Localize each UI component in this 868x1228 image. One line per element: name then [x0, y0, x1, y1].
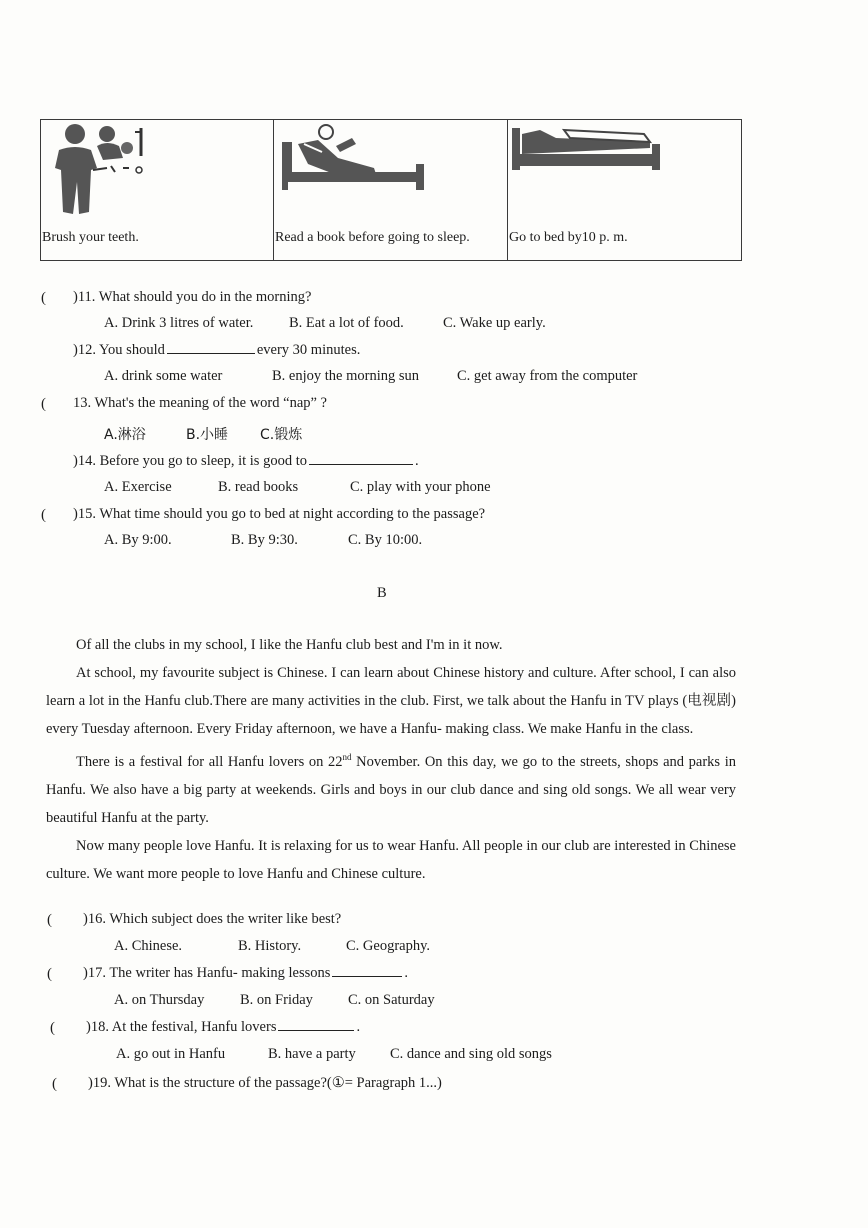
passage-b	[46, 631, 736, 888]
options-18	[116, 1046, 552, 1063]
answer-paren-19[interactable]: (	[52, 1076, 57, 1092]
caption-brush-teeth: Brush your teeth.	[42, 230, 139, 245]
options-14	[104, 479, 491, 496]
options-17	[114, 992, 435, 1009]
brushing-teeth-icon	[45, 122, 155, 222]
section-b-title: B	[377, 585, 387, 601]
picture-cell-read-book	[274, 120, 508, 260]
caption-read-book: Read a book before going to sleep.	[275, 230, 470, 245]
paragraph-4: Now many people love Hanfu. It is relaxing for us to wear Hanfu. All people in our club are interested in Chinese culture. We want more people to love Hanfu and Chinese culture.	[46, 837, 736, 882]
question-11: )11. What should you do in the morning?	[73, 289, 312, 305]
options-15	[104, 532, 422, 549]
option-17-a[interactable]: A. on Thursday	[114, 992, 205, 1008]
option-17-c[interactable]: C. on Saturday	[348, 992, 435, 1008]
blank-14[interactable]	[309, 463, 413, 465]
paragraph-1: Of all the clubs in my school, I like the Hanfu club best and I'm in it now.	[76, 637, 503, 653]
blank-12[interactable]	[167, 352, 255, 354]
question-16: )16. Which subject does the writer like best?	[83, 911, 342, 927]
option-13-a[interactable]: A.淋浴	[104, 427, 146, 443]
option-14-a[interactable]: A. Exercise	[104, 479, 172, 495]
options-16	[114, 938, 430, 955]
question-19: )19. What is the structure of the passage?(①= Paragraph 1...)	[88, 1075, 442, 1091]
option-16-a[interactable]: A. Chinese.	[114, 938, 183, 954]
question-17: )17. The writer has Hanfu- making lessons .	[83, 965, 409, 981]
blank-18[interactable]	[278, 1029, 354, 1031]
paragraph-3: There is a festival for all Hanfu lovers on 22nd November. On this day, we go to the streets, shops and parks in Hanfu. We also have a big party at weekends. Girls and boys in our club dance and sing old songs. We all wear very beautiful Hanfu at the party.	[46, 752, 736, 826]
option-16-c[interactable]: C. Geography.	[346, 938, 431, 954]
reading-in-bed-icon	[278, 124, 428, 194]
answer-paren-16[interactable]: (	[47, 912, 52, 928]
sleeping-in-bed-icon	[510, 124, 660, 174]
caption-go-to-bed: Go to bed by10 p. m.	[509, 230, 628, 245]
picture-table	[40, 119, 742, 261]
option-15-b[interactable]: B. By 9:30.	[231, 532, 298, 548]
option-11-b[interactable]: B. Eat a lot of food.	[289, 315, 404, 331]
answer-paren-18[interactable]: (	[50, 1020, 55, 1036]
option-11-a[interactable]: A. Drink 3 litres of water.	[104, 315, 254, 331]
answer-paren-15[interactable]: (	[41, 507, 46, 523]
picture-cell-brush-teeth	[41, 120, 274, 260]
option-18-c[interactable]: C. dance and sing old songs	[390, 1046, 552, 1062]
paragraph-2: At school, my favourite subject is Chinese. I can learn about Chinese history and culture. After school, I can also learn a lot in the Hanfu club.There are many activities in the club. First, we talk about the Hanfu in TV plays (电视剧) every Tuesday afternoon. Every Friday afternoon, we have a Hanfu- making class. We make Hanfu in the class.	[46, 665, 736, 737]
option-13-c[interactable]: C.锻炼	[260, 427, 303, 443]
option-11-c[interactable]: C. Wake up early.	[443, 315, 546, 331]
options-13	[104, 424, 302, 444]
option-18-b[interactable]: B. have a party	[268, 1046, 356, 1062]
option-14-c[interactable]: C. play with your phone	[350, 479, 491, 495]
question-13: 13. What's the meaning of the word “nap” ?	[73, 395, 327, 411]
option-16-b[interactable]: B. History.	[238, 938, 302, 954]
option-13-b[interactable]: B.小睡	[186, 427, 229, 443]
option-15-c[interactable]: C. By 10:00.	[348, 532, 423, 548]
question-14: )14. Before you go to sleep, it is good to .	[73, 453, 419, 469]
picture-cell-go-to-bed	[508, 120, 741, 260]
blank-17[interactable]	[332, 975, 402, 977]
option-12-a[interactable]: A. drink some water	[104, 368, 223, 384]
option-14-b[interactable]: B. read books	[218, 479, 299, 495]
option-12-b[interactable]: B. enjoy the morning sun	[272, 368, 420, 384]
option-15-a[interactable]: A. By 9:00.	[104, 532, 172, 548]
option-17-b[interactable]: B. on Friday	[240, 992, 313, 1008]
answer-paren-11[interactable]: (	[41, 290, 46, 306]
options-12	[104, 368, 637, 385]
answer-paren-13[interactable]: (	[41, 396, 46, 412]
answer-paren-17[interactable]: (	[47, 966, 52, 982]
option-18-a[interactable]: A. go out in Hanfu	[116, 1046, 226, 1062]
question-15: )15. What time should you go to bed at night according to the passage?	[73, 506, 486, 522]
question-18: )18. At the festival, Hanfu lovers .	[86, 1019, 361, 1035]
option-12-c[interactable]: C. get away from the computer	[457, 368, 638, 384]
options-11	[104, 315, 546, 332]
question-12: )12. You should every 30 minutes.	[73, 342, 361, 358]
